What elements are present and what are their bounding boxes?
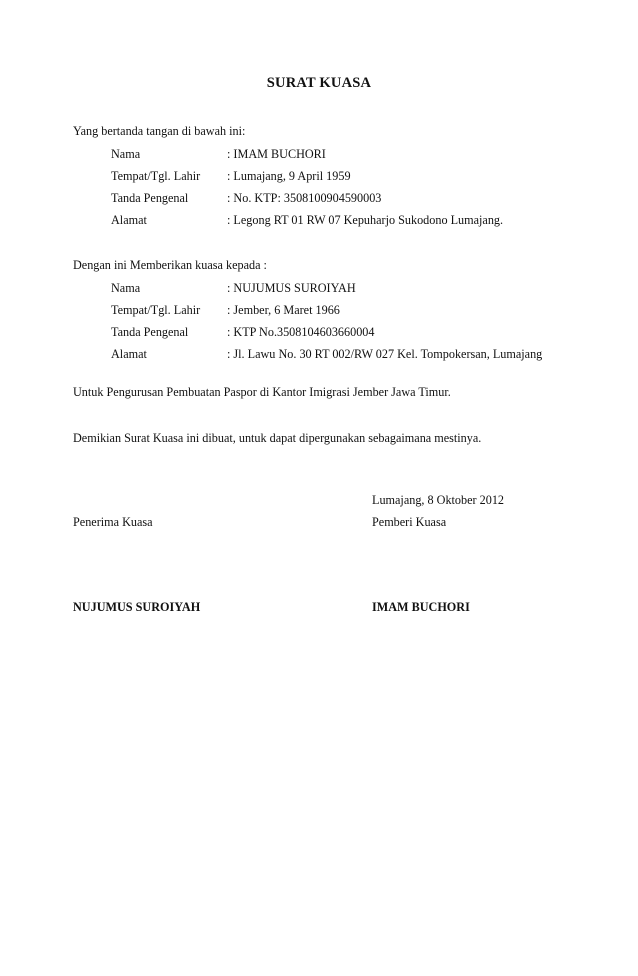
- closing-paragraph: Demikian Surat Kuasa ini dibuat, untuk dapat dipergunakan sebagaimana mestinya.: [73, 431, 482, 445]
- document-title: SURAT KUASA: [266, 75, 372, 91]
- grantor-id-label: Tanda Pengenal: [111, 191, 189, 205]
- grantee-row-address: [111, 346, 631, 362]
- grantee-name-value: : NUJUMUS SUROIYAH: [227, 281, 356, 295]
- grantee-id-label: Tanda Pengenal: [111, 325, 189, 339]
- giver-label: Pemberi Kuasa: [372, 515, 447, 529]
- receiver-name: NUJUMUS SUROIYAH: [73, 600, 201, 614]
- grantor-row-name: [111, 146, 631, 162]
- purpose-paragraph: Untuk Pengurusan Pembuatan Paspor di Kantor Imigrasi Jember Jawa Timur.: [73, 385, 451, 399]
- grantor-row-birth: [111, 168, 631, 184]
- grantor-birth-value: : Lumajang, 9 April 1959: [227, 169, 351, 183]
- grantor-address-label: Alamat: [111, 213, 147, 227]
- grantor-id-value: : No. KTP: 3508100904590003: [227, 191, 382, 205]
- grantor-name-label: Nama: [111, 147, 141, 161]
- grantee-name-label: Nama: [111, 281, 141, 295]
- place-date: Lumajang, 8 Oktober 2012: [372, 493, 505, 507]
- grantee-id-value: : KTP No.3508104603660004: [227, 325, 375, 339]
- grantee-address-value: : Jl. Lawu No. 30 RT 002/RW 027 Kel. Tompokersan, Lumajang: [227, 347, 543, 361]
- grantor-birth-label: Tempat/Tgl. Lahir: [111, 169, 201, 183]
- grantor-intro: Yang bertanda tangan di bawah ini:: [73, 124, 246, 138]
- grantee-intro: Dengan ini Memberikan kuasa kepada :: [73, 258, 267, 272]
- receiver-label: Penerima Kuasa: [73, 515, 153, 529]
- grantee-birth-value: : Jember, 6 Maret 1966: [227, 303, 340, 317]
- grantor-address-value: : Legong RT 01 RW 07 Kepuharjo Sukodono Lumajang.: [227, 213, 504, 227]
- grantee-row-name: [111, 280, 631, 296]
- giver-name: IMAM BUCHORI: [372, 600, 470, 614]
- grantor-row-id: [111, 190, 631, 206]
- grantee-row-birth: [111, 302, 631, 318]
- grantor-name-value: : IMAM BUCHORI: [227, 147, 326, 161]
- grantor-row-address: [111, 212, 631, 228]
- grantee-row-id: [111, 324, 631, 340]
- grantee-address-label: Alamat: [111, 347, 147, 361]
- grantee-birth-label: Tempat/Tgl. Lahir: [111, 303, 201, 317]
